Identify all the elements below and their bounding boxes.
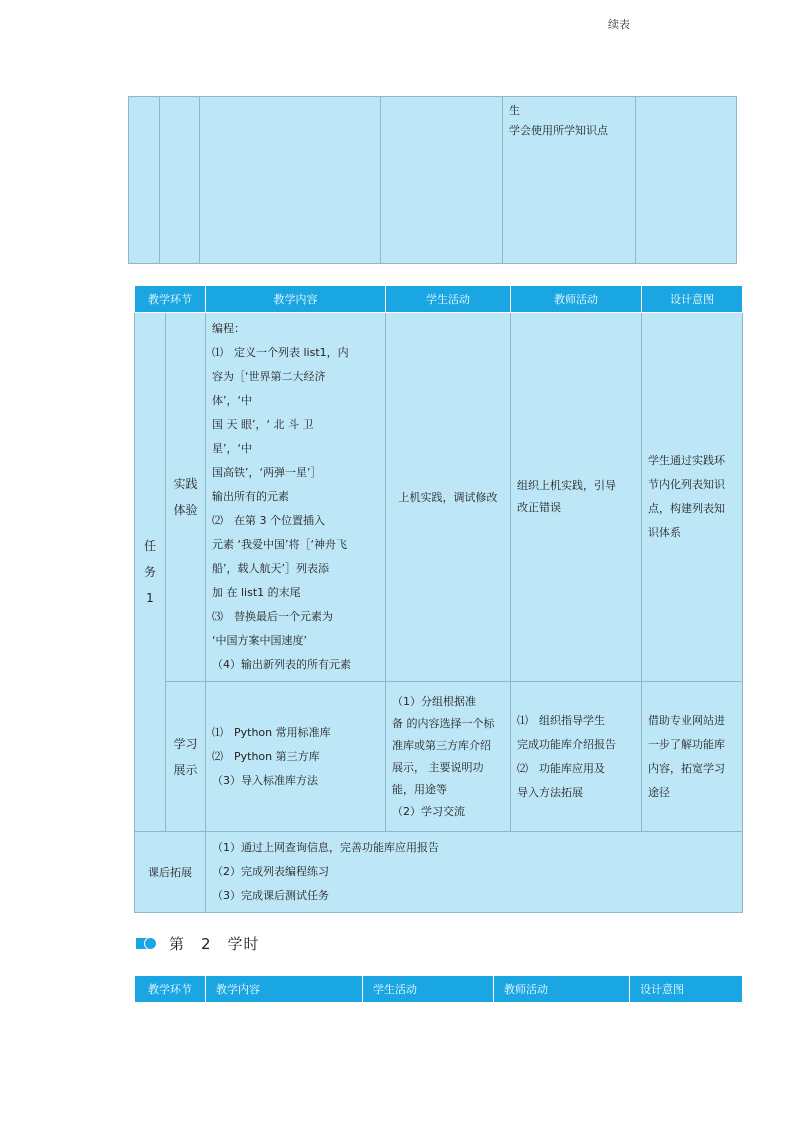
intent-line: 借助专业网站进 [648,713,725,727]
content-line: ⑶ 替换最后一个元素为 [212,610,333,623]
intent-line: 内容，拓宽学习 [648,761,725,775]
intent-line: 学生通过实践环 [648,454,725,467]
task-label [135,313,166,832]
section-title: 第 2 学时 [169,934,260,953]
header-teacher: 教师活动 [511,286,642,313]
content-line: ⑵ Python 第三方库 [212,749,320,763]
stage-after-class [135,832,206,913]
content-line: （3）完成课后测试任务 [212,889,329,902]
continued-text-2: 学会使用所学知识点 [509,124,608,137]
student-line: 展示， 主要说明功 [392,760,484,774]
lesson-table [134,285,743,913]
teacher-line: ⑴ 组织指导学生 [517,713,605,727]
intent-line: 识体系 [648,526,681,539]
content-line: 船’，载人航天’］列表添 [212,562,329,575]
continued-cell-teacher [503,97,636,264]
stage-practice-1: 实践 [173,477,198,491]
content-line: ‘中国方案中国速度’ [212,634,307,647]
after-class-content [206,832,743,913]
practice-content [206,313,386,682]
practice-design-intent [642,313,743,682]
content-line: 编程： [212,322,245,335]
header-intent: 设计意图 [642,286,743,313]
content-line: （2）完成列表编程练习 [212,865,329,878]
display-design-intent [642,682,743,832]
practice-student-activity [386,313,511,682]
content-line: （3）导入标准库方法 [212,773,318,787]
stage-display-1: 学习 [173,736,198,751]
header-student: 学生活动 [386,286,511,313]
teacher-line: 导入方法拓展 [517,785,583,799]
content-line: 元素 ‘我爱中国’将［‘神舟飞 [212,538,347,551]
content-line: 星’，‘中 [212,442,252,455]
stage-after-class-label: 课后拓展 [148,866,192,879]
display-content [206,682,386,832]
intent-line: 点，构建列表知 [648,502,725,515]
continued-cell-2 [160,97,200,264]
display-teacher-activity [511,682,642,832]
content-line: （1）通过上网查询信息，完善功能库应用报告 [212,841,439,854]
continued-cell-3 [200,97,381,264]
task-char-3: 1 [146,591,154,605]
content-line: ⑵ 在第 3 个位置插入 [212,514,325,527]
student-line: 准库或第三方库介绍 [392,738,491,752]
continued-table [128,96,737,264]
table-row [135,313,743,682]
table-row [135,832,743,913]
student-activity-text: 上机实践，调试修改 [398,491,498,504]
task-char-2: 务 [143,565,156,579]
header-student: 学生活动 [363,976,494,1003]
header-stage: 教学环节 [135,286,206,313]
second-table-header [135,976,743,1003]
second-lesson-table [134,975,743,1003]
student-line: 备 的内容选择一个标 [392,716,495,730]
teacher-line: 完成功能库介绍报告 [517,737,616,751]
intent-line: 节内化列表知识 [648,478,725,491]
teacher-line: 组织上机实践，引导 [517,479,616,492]
continued-cell-6 [636,97,737,264]
lesson-table-header [135,286,743,313]
continued-label: 续表 [608,18,630,31]
teacher-line: 改正错误 [517,501,561,514]
content-line: 加 在 list1 的末尾 [212,586,301,599]
teacher-line: ⑵ 功能库应用及 [517,761,605,775]
content-line: ⑴ Python 常用标准库 [212,725,331,739]
section-heading [136,932,260,954]
continued-cell-4 [381,97,503,264]
header-content: 教学内容 [206,286,386,313]
section-marker-circle-icon [144,937,157,950]
continued-cell-1 [129,97,160,264]
table-row [135,682,743,832]
practice-teacher-activity [511,313,642,682]
content-line: 输出所有的元素 [212,490,289,503]
stage-display [166,682,206,832]
continued-text-1: 生 [509,104,520,117]
content-line: 国高铁’，‘两弹一星’］ [212,466,322,479]
header-intent: 设计意图 [630,976,743,1003]
stage-display-2: 展示 [173,762,198,777]
header-teacher: 教师活动 [494,976,630,1003]
header-stage: 教学环节 [135,976,206,1003]
intent-line: 途径 [648,785,670,799]
header-content: 教学内容 [206,976,363,1003]
stage-practice-2: 体验 [173,503,198,517]
student-line: 能，用途等 [392,782,447,796]
stage-practice [166,313,206,682]
content-line: 国 天 眼’，‘ 北 斗 卫 [212,418,314,431]
content-line: （4）输出新列表的所有元素 [212,658,351,671]
display-student-activity [386,682,511,832]
content-line: 体’，‘中 [212,394,252,407]
student-line: （1）分组根据准 [392,694,476,708]
student-line: （2）学习交流 [392,804,465,818]
task-char-1: 任 [143,539,156,553]
intent-line: 一步了解功能库 [648,737,725,751]
content-line: 容为［‘世界第二大经济 [212,370,326,383]
content-line: ⑴ 定义一个列表 list1，内 [212,346,349,359]
